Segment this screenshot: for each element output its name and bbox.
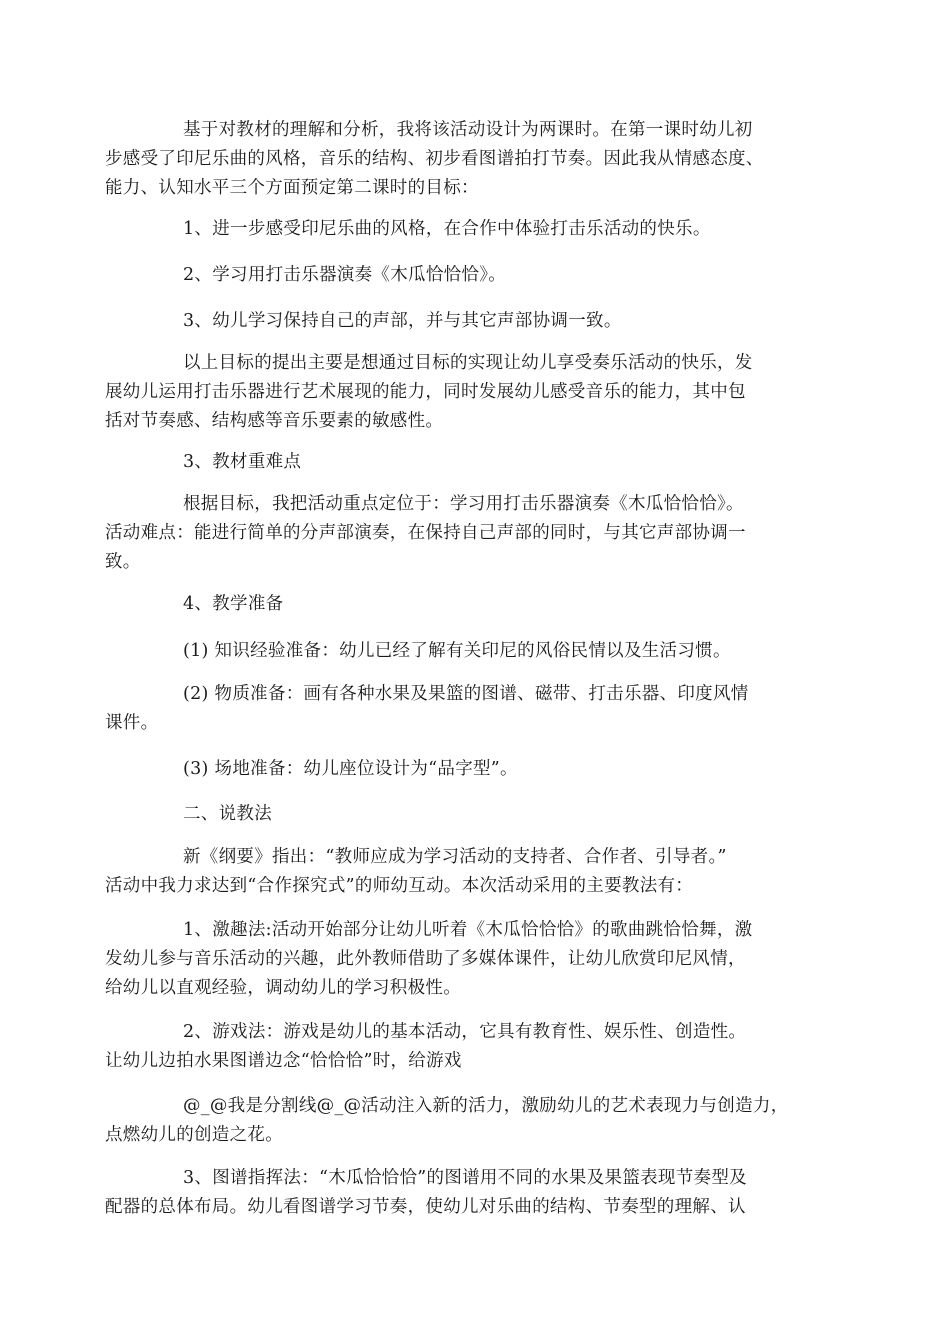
- paragraph-method-2-cont: [105, 1092, 853, 1150]
- heading-preparation: [105, 590, 853, 619]
- paragraph-method-1: [105, 916, 853, 1003]
- text-line: 新《纲要》指出：“教师应成为学习活动的支持者、合作者、引导者。”: [183, 847, 727, 867]
- paragraph-prep-knowledge: [105, 637, 853, 666]
- text-line: 步感受了印尼乐曲的风格，音乐的结构、初步看图谱拍打节奏。因此我从情感态度、: [105, 149, 764, 169]
- text-line: 3、教材重难点: [183, 452, 302, 472]
- paragraph-method-3: [105, 1164, 853, 1222]
- paragraph-prep-venue: [105, 755, 853, 784]
- paragraph-key-points: [105, 490, 853, 577]
- text-line: 基于对教材的理解和分析，我将该活动设计为两课时。在第一课时幼儿初: [183, 120, 753, 140]
- text-line: 2、游戏法：游戏是幼儿的基本活动，它具有教育性、娱乐性、创造性。: [183, 1022, 747, 1042]
- text-line: 4、教学准备: [183, 594, 284, 614]
- text-line: @_@我是分割线@_@活动注入新的活力，激励幼儿的艺术表现力与创造力，: [183, 1096, 789, 1116]
- paragraph-goal-3: [105, 307, 853, 336]
- paragraph-goal-summary: [105, 349, 853, 436]
- text-line: 点燃幼儿的创造之花。: [105, 1125, 283, 1145]
- text-line: 能力、认知水平三个方面预定第二课时的目标：: [105, 178, 479, 198]
- text-line: 展幼儿运用打击乐器进行艺术展现的能力，同时发展幼儿感受音乐的能力，其中包: [105, 382, 746, 402]
- text-line: 1、激趣法:活动开始部分让幼儿听着《木瓜恰恰恰》的歌曲跳恰恰舞，激: [183, 920, 753, 940]
- text-line: 让幼儿边拍水果图谱边念“恰恰恰”时，给游戏: [105, 1051, 462, 1071]
- text-line: 活动中我力求达到“合作探究式”的师幼互动。本次活动采用的主要教法有：: [105, 876, 694, 896]
- paragraph-intro: [105, 116, 853, 203]
- text-line: (2) 物质准备：画有各种水果及果篮的图谱、磁带、打击乐器、印度风情: [183, 684, 749, 704]
- text-line: 以上目标的提出主要是想通过目标的实现让幼儿享受奏乐活动的快乐，发: [183, 353, 753, 373]
- text-line: 致。: [105, 552, 141, 572]
- paragraph-goal-1: [105, 215, 853, 244]
- heading-methods: [105, 800, 853, 829]
- text-line: 2、学习用打击乐器演奏《木瓜恰恰恰》。: [183, 265, 507, 285]
- text-line: 1、进一步感受印尼乐曲的风格，在合作中体验打击乐活动的快乐。: [183, 219, 711, 239]
- text-line: 给幼儿以直观经验，调动幼儿的学习积极性。: [105, 978, 461, 998]
- paragraph-outline: [105, 843, 853, 901]
- text-line: 活动难点：能进行简单的分声部演奏，在保持自己声部的同时，与其它声部协调一: [105, 523, 746, 543]
- text-line: 课件。: [105, 713, 159, 733]
- paragraph-method-2: [105, 1018, 853, 1076]
- text-line: 3、幼儿学习保持自己的声部，并与其它声部协调一致。: [183, 311, 622, 331]
- paragraph-prep-materials: [105, 680, 853, 738]
- text-line: 二、说教法: [183, 804, 272, 824]
- text-line: (3) 场地准备：幼儿座位设计为“品字型”。: [183, 759, 518, 779]
- text-line: 配器的总体布局。幼儿看图谱学习节奏，使幼儿对乐曲的结构、节奏型的理解、认: [105, 1197, 746, 1217]
- text-line: 括对节奏感、结构感等音乐要素的敏感性。: [105, 411, 444, 431]
- text-line: 发幼儿参与音乐活动的兴趣，此外教师借助了多媒体课件，让幼儿欣赏印尼风情，: [105, 949, 746, 969]
- text-line: 3、图谱指挥法：“木瓜恰恰恰”的图谱用不同的水果及果篮表现节奏型及: [183, 1168, 747, 1188]
- paragraph-goal-2: [105, 261, 853, 290]
- text-line: (1) 知识经验准备：幼儿已经了解有关印尼的风俗民情以及生活习惯。: [183, 641, 731, 661]
- heading-key-points: [105, 448, 853, 477]
- text-line: 根据目标，我把活动重点定位于：学习用打击乐器演奏《木瓜恰恰恰》。: [183, 494, 744, 514]
